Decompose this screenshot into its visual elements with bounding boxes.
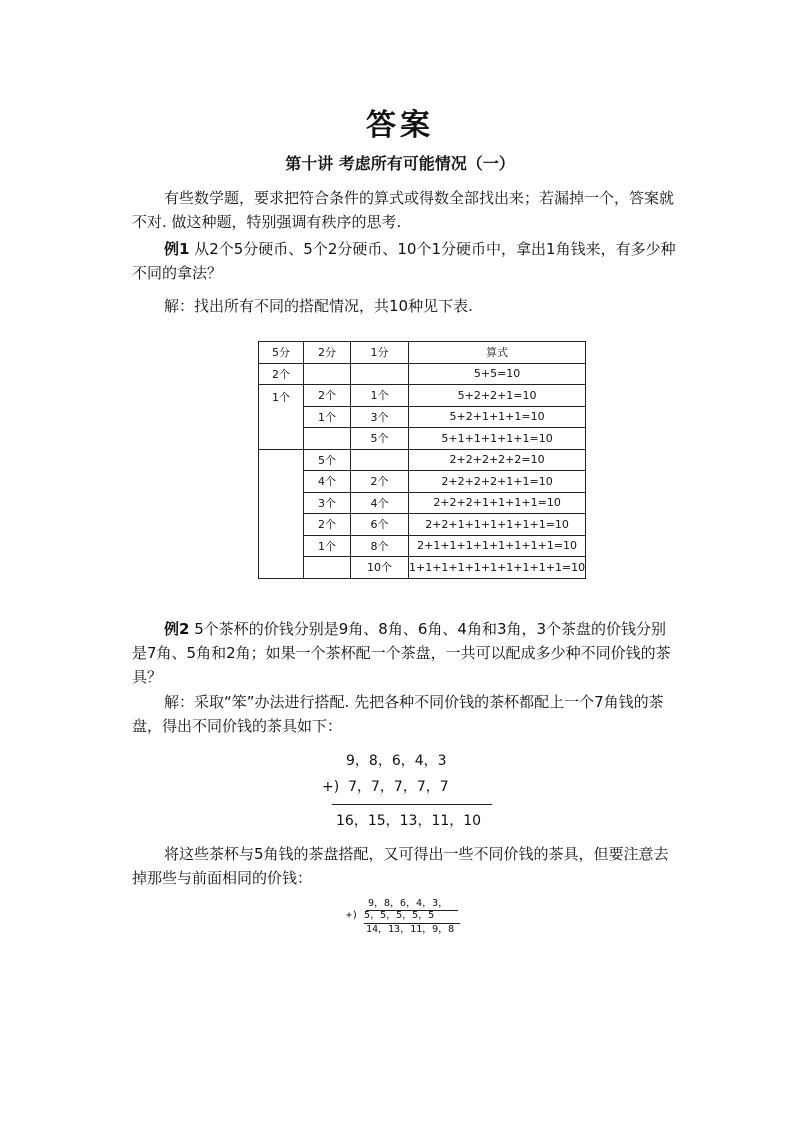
table-cell: 6个 (351, 514, 409, 536)
addition-rule (332, 804, 492, 805)
table-cell: 5+5=10 (409, 363, 586, 385)
table-row (259, 492, 586, 514)
example1-paragraph (132, 237, 677, 285)
table-header-row (259, 342, 586, 364)
table-cell: 2+2+2+2+2=10 (409, 449, 586, 471)
table-cell: 5+2+2+1=10 (409, 385, 586, 407)
addition-rule (366, 910, 458, 911)
table-cell: 2+1+1+1+1+1+1+1+1=10 (409, 535, 586, 557)
table-cell: 5个 (351, 428, 409, 450)
paragraph-after-addition (132, 842, 677, 890)
addition-result-row: 14，13，11，9，8 (366, 924, 455, 935)
table-cell: 2个 (351, 471, 409, 493)
table-row (259, 471, 586, 493)
table-cell: 5+2+1+1+1=10 (409, 406, 586, 428)
table-row (259, 514, 586, 536)
table-row (259, 557, 586, 579)
table-cell: 2+2+2+1+1+1+1=10 (409, 492, 586, 514)
table-cell (259, 449, 304, 578)
table-cell: 10个 (351, 557, 409, 579)
example1-solution-text: 解：找出所有不同的搭配情况，共10种见下表. (164, 297, 473, 315)
table-cell (351, 449, 409, 471)
table-cell (304, 363, 351, 385)
table-cell: 8个 (351, 535, 409, 557)
page-title: 答案 (366, 108, 434, 143)
table-header-cell: 1分 (351, 342, 409, 364)
table-cell: 1个 (304, 535, 351, 557)
example2-solution (132, 690, 677, 738)
table-header-cell: 算式 (409, 342, 586, 364)
addition-top-row: 9，8，6，4，3， (368, 898, 449, 909)
example1-text: 从2个5分硬币、5个2分硬币、10个1分硬币中，拿出1角钱来，有多少种不同的拿法？ (132, 240, 676, 282)
table-cell: 1个 (259, 385, 304, 450)
table-cell: 5+1+1+1+1+1=10 (409, 428, 586, 450)
table-cell: 1个 (351, 385, 409, 407)
addition-bottom-row: +) 5，5，5，5，5 (346, 910, 435, 921)
example2-paragraph (132, 617, 677, 689)
example1-label: 例1 (164, 240, 190, 258)
table-cell: 1+1+1+1+1+1+1+1+1+1=10 (409, 557, 586, 579)
table-cell (351, 363, 409, 385)
table-cell (304, 428, 351, 450)
table-row (259, 535, 586, 557)
table-cell: 3个 (304, 492, 351, 514)
table-cell: 1个 (304, 406, 351, 428)
table-row (259, 363, 586, 385)
lecture-subtitle: 第十讲 考虑所有可能情况（一） (285, 154, 515, 173)
table-cell: 2个 (304, 514, 351, 536)
table-header-cell: 2分 (304, 342, 351, 364)
table-cell: 4个 (304, 471, 351, 493)
addition-5-jiao (346, 898, 466, 936)
table-header-cell: 5分 (259, 342, 304, 364)
addition-rule (364, 923, 460, 924)
example1-solution (132, 294, 677, 318)
table-cell (304, 557, 351, 579)
table-cell: 5个 (304, 449, 351, 471)
coin-combination-table (258, 341, 586, 579)
example2-solution-text: 解：采取“笨”办法进行搭配. 先把各种不同价钱的茶杯都配上一个7角钱的茶盘，得出不同价钱的茶具如下： (132, 693, 664, 735)
addition-7-jiao (322, 748, 492, 834)
table-row (259, 449, 586, 471)
table-row (259, 406, 586, 428)
table-cell: 2个 (304, 385, 351, 407)
addition-top-row: 9，8，6，4，3 (346, 753, 447, 769)
table-cell: 2+2+1+1+1+1+1+1=10 (409, 514, 586, 536)
table-row (259, 385, 586, 407)
table-cell: 3个 (351, 406, 409, 428)
paragraph-after-text: 将这些茶杯与5角钱的茶盘搭配，又可得出一些不同价钱的茶具，但要注意去掉那些与前面相同的价钱： (132, 845, 669, 887)
addition-result-row: 16，15，13，11，10 (336, 813, 482, 829)
intro-text: 有些数学题，要求把符合条件的算式或得数全部找出来；若漏掉一个，答案就不对. 做这种题，特别强调有秩序的思考. (132, 189, 675, 231)
addition-bottom-row: +) 7，7，7，7，7 (322, 779, 449, 795)
table-cell: 2+2+2+2+1+1=10 (409, 471, 586, 493)
table-row (259, 428, 586, 450)
example2-label: 例2 (164, 620, 190, 638)
table-cell: 2个 (259, 363, 304, 385)
example2-text: 5个茶杯的价钱分别是9角、8角、6角、4角和3角，3个茶盘的价钱分别是7角、5角和2角；如果一个茶杯配一个茶盘，一共可以配成多少种不同价钱的茶具？ (132, 620, 671, 686)
intro-paragraph (132, 186, 677, 234)
table-cell: 4个 (351, 492, 409, 514)
